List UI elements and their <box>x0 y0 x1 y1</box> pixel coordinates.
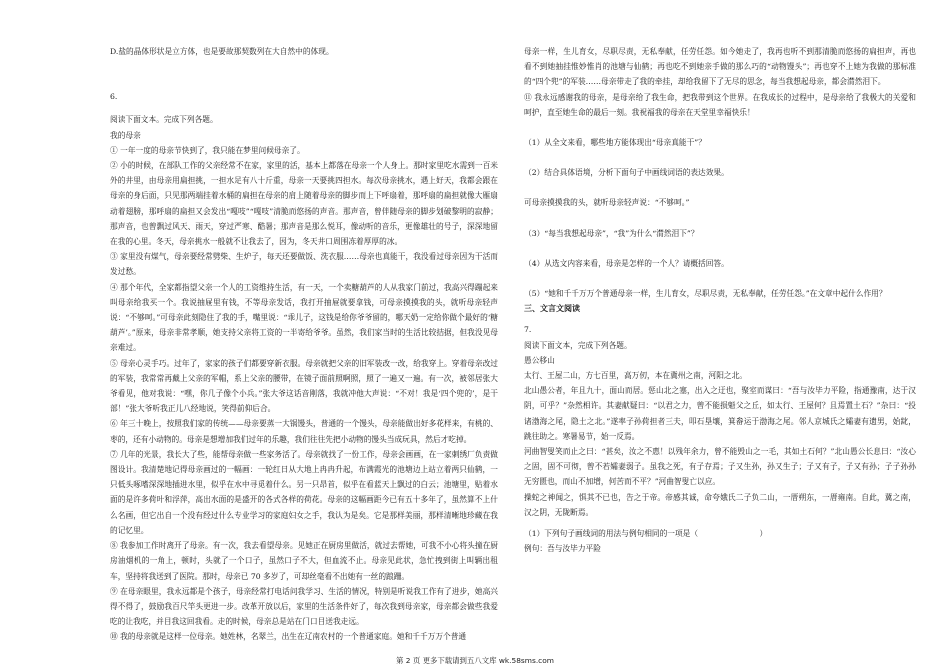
paragraph-5: ⑤ 母亲心灵手巧。过年了，家家的孩子们都要穿新衣服。母亲就把父亲的旧军装改一改，给我穿上。穿着母亲改过的军装，我常常再戴上父亲的军帽，系上父亲的腰带，在镜子面前照啊照，照了一遍又一遍。有一次，被邻居张大爷看见，他对我说：“嘿，你几子像个小兵。”张大爷这话音刚落，我就冲他大声说：“不对！我是‘四个兜的’，是干部！”张大爷听我正儿八经地说，笑得前仰后合。 <box>110 358 498 414</box>
question-6-4: （4）从选文内容来看，母亲是怎样的一个人？请概括回答。 <box>524 258 729 268</box>
question-7-number: 7. <box>524 325 532 335</box>
paragraph-6: ⑥ 年三十晚上，按照我们家的传统——母亲要蒸一大锅馒头，普通的一个馒头，母亲能做出好多花样来，有桃的、枣的，还有小动物的。母亲是想增加我们过年的乐趣，我们往往先把小动物的馒头当成玩具，然后才吃掉。 <box>110 419 498 444</box>
paragraph-10: ⑩ 我的母亲就是这样一位母亲。她姓林，名翠兰，出生在辽南农村的一个普通家庭。她和千千万万个普通 <box>110 632 467 642</box>
paragraph-7: ⑦ 几年的光景，我长大了些，能帮母亲做一些家务活了。母亲就找了一份工作，母亲会画画，在一家刺绣厂负责做图设计。我清楚地记得母亲画过的一幅画：一轮红日从大地上冉冉升起，布满霞光的池塘边上站立着两只仙鹤，一只低头啄嗜深深地插进水里，似乎在水中寻觅着什么。另一只昂首，似乎在看蓝天上飘过的白云；池塘里，贴着水面的是许多荷叶和浮萍，高出水面的是盛开的各式各样的荷花。母亲的这幅画距今已有五十多年了，虽然算不上什么名画，但它出自一个没有经过什么专业学习的家庭妇女之手，我认为是矣。它是那样美丽，那样清晰地珍藏在我的记忆里。 <box>110 449 498 535</box>
classical-paragraph-4: 操蛇之神闻之，惧其不已也，告之于帝。帝感其诚，命夸娥氏二子负二山，一厝朔东，一厝雍南。自此，冀之南，汉之阴，无陇断焉。 <box>524 492 916 517</box>
paragraph-11: ⑪ 我永远感谢我的母亲，是母亲给了我生命，把我带到这个世界。在我成长的过程中，是母亲给了我极大的关爱和呵护，直至她生命的最后一刻。我祝福我的母亲在天堂里幸福快乐！ <box>524 92 916 117</box>
left-column <box>110 44 498 645</box>
instruction-7: 阅读下面文本，完成下列各题。 <box>524 340 632 350</box>
article-title: 我的母亲 <box>110 130 141 140</box>
paragraph-10-continued: 母亲一样，生儿育女，尽职尽责，无私奉献，任劳任怨。如今她走了，我再也听不到那清脆而悠扬的扁担声，再也看不到她抽挂惟妙惟肖的池塘与仙鹤；再也吃不到她亲手做的那么巧的“动物馒头”；再也穿不上她为我做的那标准的“四个兜”的军装……母亲带走了我的牵挂，却给我留下了无尽的思念，每当我想起母亲，都会潸然泪下。 <box>524 47 916 87</box>
paragraph-2: ② 小的时候，在部队工作的父亲经常不在家，家里的活，基本上都落在母亲一个人身上。那时家里吃水需到一百米外的井里，由母亲用扁担挑，一担水足有八十斤重，母亲一天要挑四担水。每次母亲挑水，遇上好天，我都会跟在母亲的身后面，只见那两端挂着水桶的扁担在母亲的肩上随着母亲的脚步而上下呼扇着，那呼扇的扁担就像大雁扇动着翅膀，那呼扇的扁担又会发出“嘎吱”“嘎吱”清脆而悠扬的声音。那声音，曾伴随母亲的脚步划破黎明的寂静；那声音，也曾飘过风天、雨天，穿过严寒、酷暑；那声音是那么悦耳，像动听的音乐，更像雄壮的号子，深深地留在我的心里。冬天，母亲挑水一般就不让我去了，因为，冬天井口周围冻着厚厚的冰。 <box>110 161 498 247</box>
instruction-text: 阅读下面文本。完成下列各题。 <box>110 115 218 125</box>
paragraph-1: ① 一年一度的母亲节快到了，我只能在梦里问候母亲了。 <box>110 145 305 155</box>
question-7-1: （1）下列句子画线词的用法与例句相同的一项是（ ） <box>524 529 768 539</box>
question-6-number: 6. <box>110 92 118 102</box>
paragraph-4: ④ 那个年代，全家都指望父亲一个人的工资维持生活，有一天，一个卖糖葫芦的人从我家门前过，我高兴得蹦起来叫母亲给我买一个。我说抽屉里有钱，不等母亲发话，我打开抽屉就要拿钱，可母亲摸摸我的头，就听母亲轻声说：“不够呵。”可母亲此刻隐住了我的手，嘴里说：“乖儿子，这钱是给你爷爷留的，哪天奶一定给你做个最好的‘糖葫芦’。”原来，母亲非常孝顺，她支持父亲将工资的一半寄给爷爷。虽然，我们家当时的生活比较拮据，但我没见母亲难过。 <box>110 282 498 353</box>
paragraph-9: ⑨ 在母亲眼里，我永远都是个孩子，母亲经常打电话问我学习、生活的情况，特别是听说我工作有了进步，她高兴得不得了，鼓励我百尺竿头更进一步。改革开放以后，家里的生活条件好了，每次我到母亲家，母亲都会做些我爱吃的让我吃，并目我这回我看。走的时候，母亲总是站在门口目送我走远。 <box>110 586 498 627</box>
example-sentence: 例句：吾与汝毕力平险 <box>524 544 601 554</box>
option-d: D.盐的晶体形状是立方体，也是要故那契数列在大自然中的体现。 <box>110 47 334 56</box>
question-6-2: （2）结合具体语境，分析下面句子中画线词语的表达效果。 <box>524 168 729 178</box>
classical-paragraph-2: 北山愚公者，年且九十，面山而居。惩山北之塞，出入之迂也，聚室而谋曰：“吾与汝毕力平险，指通豫南，达于汉阴，可乎？”杂然相许。其妻献疑曰：“以君之力，曾不能损魁父之丘，如太行、王屋何？且焉置土石？”杂曰：“投诸渤海之尾，隐土之北。”遂率子孙荷担者三夫，叩石垦壤，箕畚运于渤海之尾。邻人京城氏之孀妻有遗男，始龀，跳往助之。寒暑易节，始一反焉。 <box>524 386 916 441</box>
question-6-3: （3）“每当我想起母亲”，“我”为什么“潸然泪下”？ <box>524 228 699 238</box>
classical-paragraph-3: 河曲智叟笑而止之曰：“甚矣，汝之不惠！以残年余力，曾不能毁山之一毛，其如土石何？”北山愚公长息曰：“汝心之固，固不可彻，曾不若孀妻弱子。虽我之死，有子存焉；子又生孙，孙又生子；子又有子，子又有孙；子子孙孙无穷匮也，而山不加增，何苦而不平？”河曲智叟亡以应。 <box>524 447 916 487</box>
question-6-2-sentence: 可母亲摸摸我的头，就听母亲轻声说：“不够呵。” <box>524 198 690 208</box>
paragraph-8: ⑧ 我参加工作时离开了母亲。有一次，我去看望母亲。见她正在厨房里做活，就过去帮她，可我不小心将头撞在厨房油烟机的一角上，顿时，头就了一个口子，虽然口子不大，但血流不止。母亲见此状，急忙拽到街上叫辆出租车，坚持将我送到了医院。那时，母亲已 70 多岁了，可却丝毫看不出她有一丝的踉跚。 <box>110 541 498 581</box>
question-6-1: （1）从全文来看，哪些地方能体现出“母亲真能干”？ <box>524 138 706 148</box>
paragraph-3: ③ 家里没有煤气，母亲要经常劈柴、生炉子，每天还要做饭、洗衣服……母亲也真能干，我没看过母亲因为干活而发过愁。 <box>110 252 498 277</box>
right-column <box>524 44 916 556</box>
question-6-5: （5）“她和千千万万个普通母亲一样，生儿育女，尽职尽责，无私奉献，任劳任怨。”在文章中起什么作用？ <box>524 289 887 299</box>
classical-title: 愚公移山 <box>524 355 555 365</box>
section-heading: 三、文言文阅读 <box>524 304 580 314</box>
page-footer: 第 2 页 更多下载请到五八文库 wk.58sms.com <box>396 656 554 665</box>
classical-paragraph-1: 太行、王屋二山，方七百里，高万仞，本在冀州之南，河阳之北。 <box>524 371 747 381</box>
